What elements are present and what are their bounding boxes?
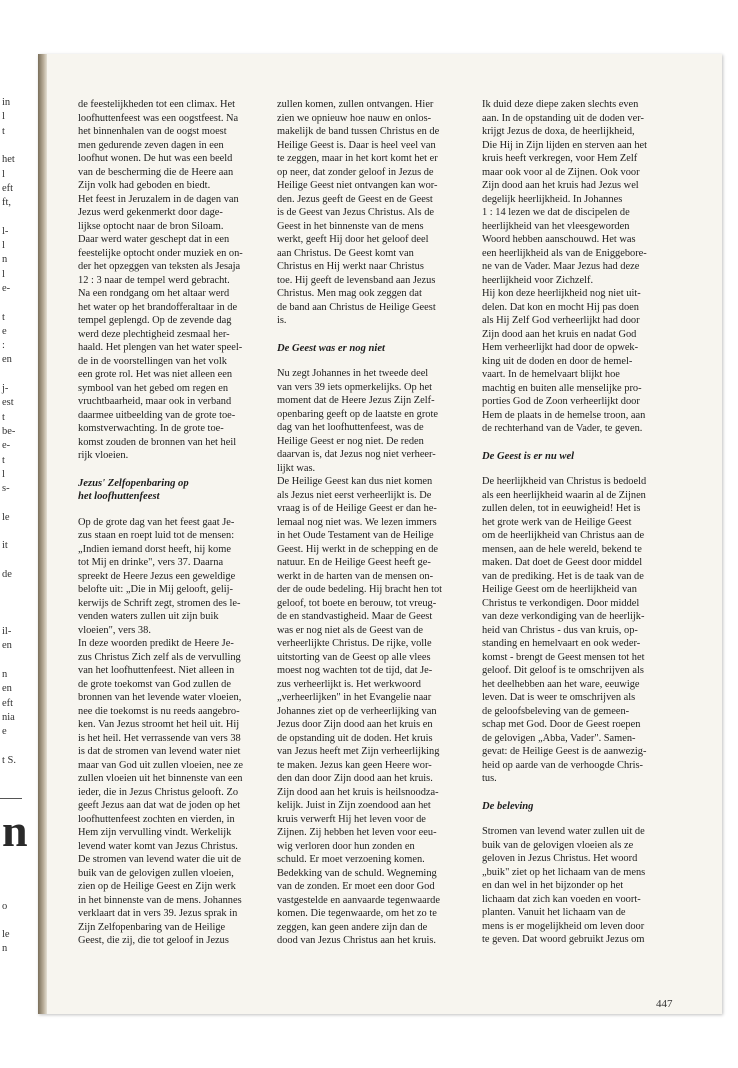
margin-rule — [0, 798, 22, 799]
margin-fragment: le — [2, 512, 10, 523]
section-heading: De Geest was er nog niet — [277, 342, 385, 354]
margin-fragment: e — [2, 326, 7, 337]
margin-fragment: be- — [2, 426, 16, 437]
section-heading: De Geest is er nu wel — [482, 450, 575, 462]
text-column-1 — [78, 98, 268, 948]
page-number: 447 — [656, 998, 673, 1010]
paragraph: zullen komen, zullen ontvangen. Hier zien we opnieuw hoe nauw en onlos- makelijk de band tussen Christus en de Heilige Geest is. Daar is heel veel van te zeggen, maar in het kort komt het er op neer, dat zonder geloof in Jezus de Heilige Geest niet ontvangen kan wor- den. Jezus geeft de Geest en de Geest is de Geest van Jezus Christus. Als de Geest in het binnenste van de mens werkt, geeft Hij door het geloof deel aan Christus. De Geest komt van Christus en Hij werkt naar Christus toe. Hij geeft de levensband aan Jezus Christus. Men mag ook zeggen dat de band aan Christus de Heilige Geest is. — [277, 99, 440, 326]
margin-fragment: t — [2, 412, 5, 423]
margin-fragment: e- — [2, 283, 11, 294]
text-column-2 — [277, 98, 467, 948]
margin-fragment: est — [2, 397, 14, 408]
margin-fragment: de — [2, 569, 12, 580]
margin-fragment: in — [2, 97, 11, 108]
margin-fragment: ft, — [2, 197, 12, 208]
margin-fragment: l — [2, 469, 5, 480]
margin-fragment: it — [2, 540, 8, 551]
paragraph: Nu zegt Johannes in het tweede deel van vers 39 iets opmerkelijks. Op het moment dat de Heere Jezus Zijn Zelf- openbaring geeft op de laatste en grote dag van het loofhuttenfeest, was de Heilige Geest er nog niet. De reden daarvan is, dat Jezus nog niet verheer- lijkt was. De Heilige Geest kan dus niet komen als Jezus niet eerst verheerlijkt is. De vraag is of de Heilige Geest er dan he- lemaal nog niet was. We lezen immers in het Oude Testament van de Heilige Geest. Hij werkt in de schepping en de natuur. En de Heilige Geest heeft ge- werkt in de harten van de mensen on- der de oude bedeling. Hij bracht hen tot geloof, tot boete en berouw, tot vreug- de en standvastigheid. Maar de Geest was er nog niet als de Geest van de verheerlijkte Christus. De rijke, volle uitstorting van de Geest op alle vlees moest nog wachten tot de tijd, dat Je- zus verheerlijkt is. Het werkwoord „verheerlijken" in het Evangelie naar Johannes ziet op de verheerlijking van Jezus door Zijn dood aan het kruis en de opstanding uit de doden. Het kruis van Jezus heeft met Zijn verheerlijking te maken. Jezus kan geen Heere wor- den dan door Zijn dood aan het kruis. Zijn dood aan het kruis is heilsnoodza- kelijk. Juist in Zijn zoendood aan het kruis verwerft Hij het leven voor de Zijnen. Zij hebben het leven voor eeu- wig verloren door hun zonden en schuld. Er moet verzoening komen. Bedekking van de schuld. Wegneming van de zonden. Er moet een door God vastgestelde en aanvaarde tegenwaarde komen. Die tegenwaarde, om het zo te zeggen, kan geen andere zijn dan de dood van Jezus Christus aan het kruis. — [277, 368, 443, 946]
margin-fragment: en — [2, 354, 12, 365]
paragraph: Op de grote dag van het feest gaat Je- zus staan en roept luid tot de mensen: „Indien iemand dorst heeft, hij kome tot Mij en drinke", vers 37. Daarna spreekt de Heere Jezus een geweldige belofte uit: „Die in Mij gelooft, gelij- kerwijs de Schrift zegt, stromen des le- venden waters zullen uit zijn buik vloeien", vers 38. In deze woorden predikt de Heere Je- zus Christus Zich zelf als de vervulling van het loofhuttenfeest. Niet alleen in de grote toekomst van God zullen de bronnen van het levende water vloeien, nee die toekomst is nu reeds aangebro- ken. Van Jezus stroomt het heil uit. Hij is het heil. Het verrassende van vers 38 is dat de stromen van levend water niet maar van God uit zullen vloeien, nee ze zullen vloeien uit het binnenste van een ieder, die in Jezus Christus gelooft. Zo geeft Jezus aan dat wat de joden op het loofhuttenfeest zochten en vierden, in Hem zijn vervulling vindt. Werkelijk levend water komt van Jezus Christus. De stromen van levend water die uit de buik van de gelovigen zullen vloeien, zien op de Heilige Geest en Zijn werk in het binnenste van de mens. Johannes verklaart dat in vers 39. Jezus sprak in Zijn Zelfopenbaring van de Heilige Geest, die zij, die tot geloof in Jezus — [78, 516, 244, 946]
margin-fragment: il- — [2, 626, 12, 637]
margin-fragment: j- — [2, 383, 9, 394]
margin-fragment: het — [2, 154, 15, 165]
margin-fragment: n — [2, 943, 8, 954]
margin-fragment: n — [2, 254, 8, 265]
paragraph: De heerlijkheid van Christus is bedoeld als een heerlijkheid waarin al de Zijnen zullen delen, tot in eeuwigheid! Het is het grote werk van de Heilige Geest om de heerlijkheid van Christus aan de mensen, aan de hele wereld, bekend te maken. Dat doet de Geest door middel van de prediking. Het is de taak van de Heilige Geest om de heerlijkheid van Christus te verkondigen. Door middel van deze verkondiging van de heerlijk- heid van Christus - dus van kruis, op- standing en hemelvaart en ook weder- komst - brengt de Geest mensen tot het geloof. Dit geloof is te omschrijven als het deelhebben aan het ware, eeuwige leven. Dat is weer te omschrijven als de geloofsbeleving van de gemeen- schap met God. Door de Geest roepen de gelovigen „Abba, Vader". Samen- gevat: de Heilige Geest is de aanwezig- heid op aarde van de verhoogde Chris- tus. — [482, 476, 647, 784]
margin-fragment: e — [2, 726, 7, 737]
page-binding-shadow — [38, 54, 47, 1014]
text-column-3 — [482, 98, 672, 947]
margin-fragment: l- — [2, 226, 9, 237]
previous-page-edge — [0, 90, 36, 970]
margin-fragment: t — [2, 455, 5, 466]
margin-fragment: e- — [2, 440, 11, 451]
margin-fragment: en — [2, 640, 12, 651]
margin-fragment: l — [2, 169, 5, 180]
margin-fragment: n — [2, 669, 8, 680]
paragraph: de feestelijkheden tot een climax. Het loofhuttenfeest was een oogstfeest. Na het binnenhalen van de oogst moest men gedurende zeven dagen in een loofhut wonen. De hut was een beeld van de bescherming die de Heere aan Zijn volk had geboden en biedt. Het feest in Jeruzalem in de dagen van Jezus werd gekenmerkt door dage- lijkse optocht naar de bron Siloam. Daar werd water geschept dat in een feestelijke optocht onder muziek en on- der het opzeggen van teksten als Jesaja 12 : 3 naar de tempel werd gebracht. Na een rondgang om het altaar werd het water op het brandofferaltaar in de tempel geplengd. Op de zevende dag werd deze plechtigheid zesmaal her- haald. Het plengen van het water speel- de in de voorstellingen van het volk een grote rol. Het was niet alleen een symbool van het gebed om regen en vruchtbaarheid, maar ook in verband daarmee uitbeelding van de grote toe- komstverwachting. In de grote toe- komst zouden de bronnen van het heil rijk vloeien. — [78, 99, 243, 461]
margin-fragment: t — [2, 126, 5, 137]
margin-fragment: t S. — [2, 755, 17, 766]
paragraph: Ik duid deze diepe zaken slechts even aan. In de opstanding uit de doden ver- krijgt Jezus de doxa, de heerlijkheid, Die Hij in Zijn lijden en sterven aan het kruis heeft verkregen, voor Hem Zelf maar ook voor al de Zijnen. Ook voor Zijn dood aan het kruis had Jezus wel degelijk heerlijkheid. In Johannes 1 : 14 lezen we dat de discipelen de heerlijkheid van het vleesgeworden Woord hebben aanschouwd. Het was een heerlijkheid als van de Eniggebore- ne van de Vader. Maar Jezus had deze heerlijkheid voor Zichzelf. Hij kon deze heerlijkheid nog niet uit- delen. Dat kon en mocht Hij pas doen als Hij Zelf God verheerlijkt had door Zijn dood aan het kruis en nadat God Hem verheerlijkt had door de opwek- king uit de doden en door de hemel- vaart. In de hemelvaart blijkt hoe machtig en buiten alle menselijke pro- porties God de Zoon verheerlijkt door Hem de plaats in de hemelse troon, aan de rechterhand van de Vader, te geven. — [482, 99, 648, 434]
paragraph: Stromen van levend water zullen uit de buik van de gelovigen vloeien als ze geloven in Jezus Christus. Het woord „buik" ziet op het lichaam van de mens en dan wel in het bijzonder op het lichaam dat zich kan voeden en voort- planten. Vanuit het lichaam van de mens is er mogelijkheid om leven door te geven. Dat woord gebruikt Jezus om — [482, 826, 646, 945]
margin-fragment: nia — [2, 712, 15, 723]
section-heading: De beleving — [482, 800, 534, 812]
margin-fragment: t — [2, 312, 5, 323]
margin-fragment: eft — [2, 183, 14, 194]
margin-fragment: : — [2, 340, 5, 351]
margin-fragment: o — [2, 901, 8, 912]
margin-fragment: en — [2, 683, 12, 694]
margin-fragment: l — [2, 111, 5, 122]
margin-fragment: l — [2, 240, 5, 251]
section-heading: Jezus' Zelfopenbaring op het loofhuttenfeest — [78, 477, 189, 502]
margin-large-letter: n — [2, 805, 28, 856]
margin-fragment: le — [2, 929, 10, 940]
margin-fragment: s- — [2, 483, 10, 494]
margin-fragment: l — [2, 269, 5, 280]
margin-fragment: eft — [2, 698, 14, 709]
